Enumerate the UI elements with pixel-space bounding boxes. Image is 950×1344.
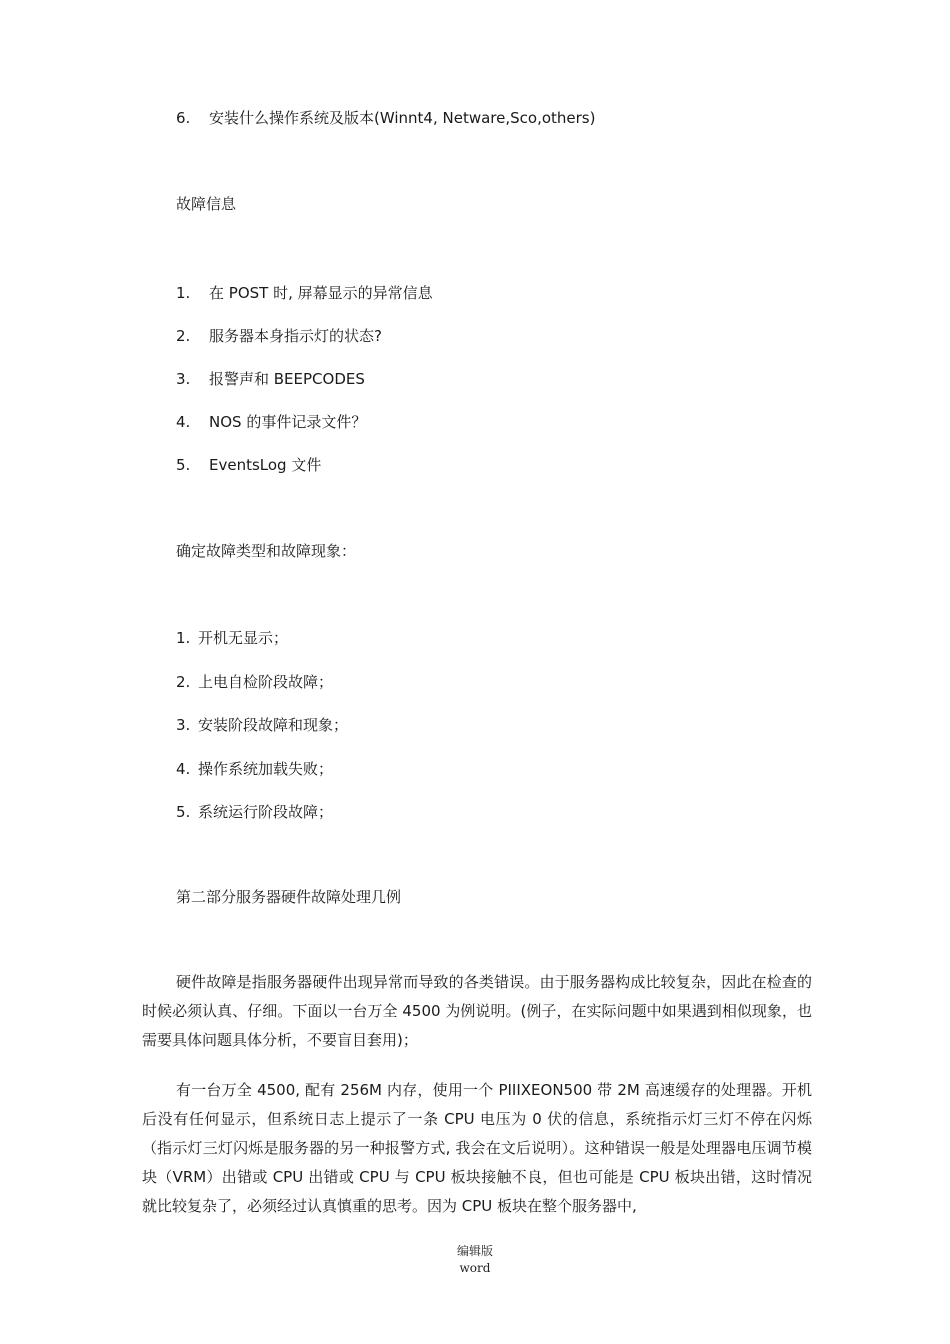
paragraph-text: 硬件故障是指服务器硬件出现异常而导致的各类错误。由于服务器构成比较复杂，因此在检查的时候必须认真、仔细。下面以一台万全 4500 为例说明。(例子，在实际问题中如果遇到相似现象，也需要具体问题具体分析，不要盲目套用)； bbox=[142, 973, 812, 1049]
list-item bbox=[176, 672, 333, 692]
list-text: 系统运行阶段故障； bbox=[198, 803, 334, 821]
list-number: 1. bbox=[176, 629, 191, 647]
list-text: 上电自检阶段故障； bbox=[198, 673, 334, 691]
list-number: 2. bbox=[176, 673, 191, 691]
list-number: 5. bbox=[176, 456, 191, 474]
list-text: 安装什么操作系统及版本(Winnt4, Netware,Sco,others) bbox=[209, 109, 596, 127]
heading-fault-info: 故障信息 bbox=[176, 195, 237, 213]
list-item bbox=[176, 628, 288, 648]
list-number: 3. bbox=[176, 370, 191, 388]
heading-fault-type: 确定故障类型和故障现象： bbox=[176, 542, 357, 560]
list-item bbox=[176, 369, 365, 389]
list-text: 服务器本身指示灯的状态? bbox=[209, 327, 382, 345]
list-item bbox=[176, 412, 366, 432]
list-item bbox=[176, 283, 433, 303]
body-paragraph bbox=[142, 968, 812, 1055]
list-item bbox=[176, 759, 333, 779]
list-number: 1. bbox=[176, 284, 191, 302]
list-text: EventsLog 文件 bbox=[209, 456, 322, 474]
footer-sublabel: word bbox=[459, 1261, 491, 1275]
list-number: 4. bbox=[176, 760, 191, 778]
list-text: 在 POST 时, 屏幕显示的异常信息 bbox=[209, 284, 433, 302]
list-item bbox=[176, 326, 382, 346]
list-item bbox=[176, 802, 333, 822]
list-number: 2. bbox=[176, 327, 191, 345]
list-item-os-version bbox=[176, 108, 595, 128]
list-text: 报警声和 BEEPCODES bbox=[209, 370, 365, 388]
list-number: 4. bbox=[176, 413, 191, 431]
list-number: 5. bbox=[176, 803, 191, 821]
list-text: 操作系统加载失败； bbox=[198, 760, 334, 778]
paragraph-text: 有一台万全 4500, 配有 256M 内存，使用一个 PIIIXEON500 带 2M 高速缓存的处理器。开机后没有任何显示，但系统日志上提示了一条 CPU 电压为 0 伏的信息，系统指示灯三灯不停在闪烁（指示灯三灯闪烁是服务器的另一种报警方式, 我会在文后说明）。这种错误一般是处理器电压调节模块（VRM）出错或 CPU 出错或 CPU 与 CPU 板块接触不良，但也可能是 CPU 板块出错，这时情况就比较复杂了，必须经过认真慎重的思考。因为 CPU 板块在整个服务器中, bbox=[142, 1081, 812, 1215]
list-number: 6. bbox=[176, 109, 191, 127]
list-item bbox=[176, 455, 321, 475]
list-number: 3. bbox=[176, 716, 191, 734]
list-item bbox=[176, 715, 348, 735]
list-text: 安装阶段故障和现象； bbox=[198, 716, 349, 734]
body-paragraph bbox=[142, 1076, 812, 1221]
list-text: NOS 的事件记录文件？ bbox=[209, 413, 367, 431]
list-text: 开机无显示； bbox=[198, 629, 289, 647]
footer-label: 编辑版 bbox=[456, 1244, 493, 1258]
heading-part2: 第二部分服务器硬件故障处理几例 bbox=[176, 888, 402, 906]
